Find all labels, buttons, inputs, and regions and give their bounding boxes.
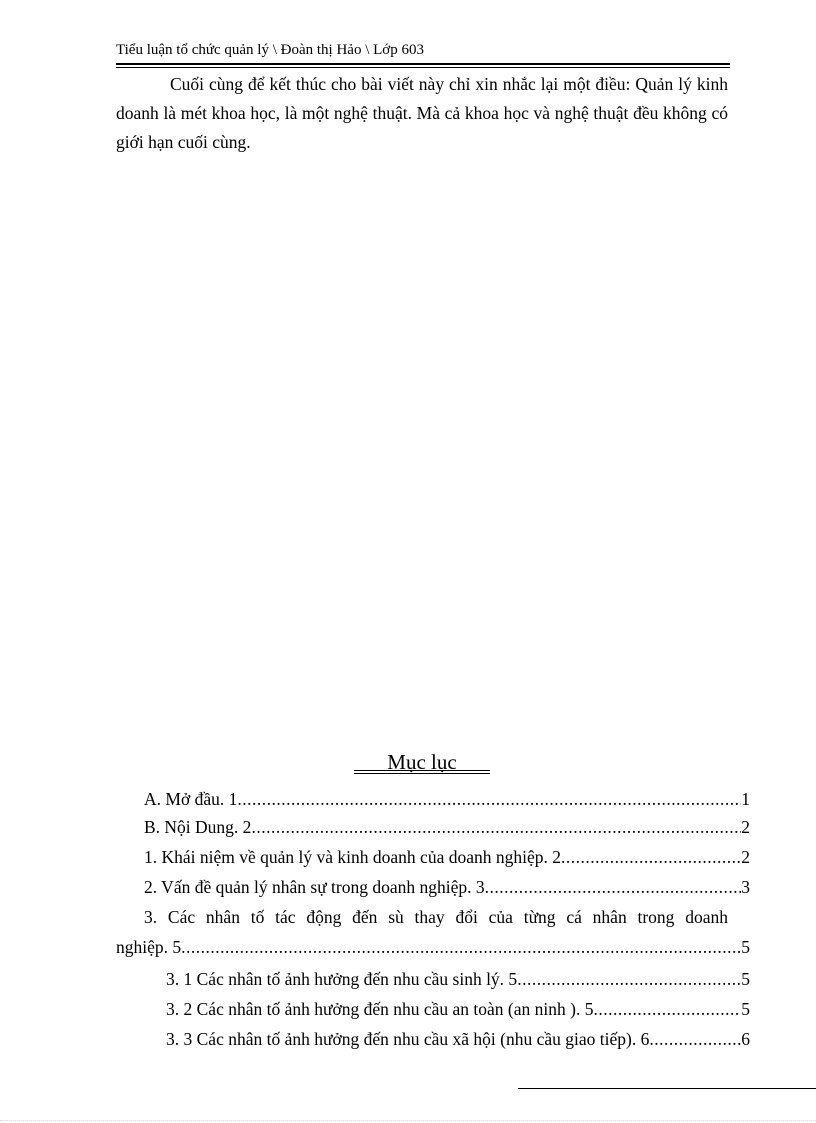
toc-entry-page: 1 [741,789,750,809]
toc-entry[interactable] [144,813,750,841]
toc-leader-dots [517,965,741,993]
toc-entry-label: A. Mở đầu. 1 [144,789,238,809]
running-header: Tiểu luận tổ chức quản lý \ Đoàn thị Hảo \ Lớp 603 [116,42,424,58]
toc-leader-dots [593,995,741,1023]
toc-title-underline-2 [354,773,490,774]
toc-entry-label: 2. Vấn đề quản lý nhân sự trong doanh nghiệp. 3 [144,877,485,897]
toc-entry[interactable] [144,785,750,813]
closing-paragraph: Cuối cùng để kết thúc cho bài viết này chỉ xin nhắc lại một điều: Quản lý kinh doanh là mét khoa học, là một nghệ thuật. Mà cả khoa học và nghệ thuật đều không có giới hạn cuối cùng. [116,74,728,152]
toc-entry-label: 3. 1 Các nhân tố ảnh hưởng đến nhu cầu sinh lý. 5 [166,969,518,989]
toc-entry-page: 6 [741,1029,750,1049]
footnote-separator [518,1088,816,1089]
header-rule-thin [116,67,730,68]
toc-leader-dots [251,813,741,841]
page-edge-dotted-line [0,1120,816,1121]
toc-leader-dots [485,873,742,901]
toc-entry[interactable] [116,933,750,961]
toc-entry-page: 3 [741,877,750,897]
toc-entry-wrapped-line1[interactable]: 3. Các nhân tố tác động đến sù thay đổi của từng cá nhân trong doanh [144,907,728,927]
toc-leader-dots [649,1025,741,1053]
toc-entry[interactable] [166,1025,750,1053]
toc-entry[interactable] [144,873,750,901]
toc-title-underline [354,770,490,771]
toc-leader-dots [181,933,741,961]
toc-entry-page: 2 [741,847,750,867]
toc-entry-page: 5 [741,999,750,1019]
toc-entry-page: 5 [741,969,750,989]
toc-leader-dots [237,785,741,813]
toc-entry-label: 3. 3 Các nhân tố ảnh hưởng đến nhu cầu xã hội (nhu cầu giao tiếp). 6 [166,1029,650,1049]
toc-entry-page: 5 [741,937,750,957]
header-rule-thick [116,63,730,65]
toc-entry[interactable] [144,843,750,871]
toc-entry-label: 1. Khái niệm về quản lý và kinh doanh của doanh nghiệp. 2 [144,847,561,867]
toc-entry-label: B. Nội Dung. 2 [144,817,252,837]
toc-entry[interactable] [166,965,750,993]
toc-leader-dots [561,843,741,871]
toc-entry-label: nghiệp. 5 [116,937,182,957]
toc-entry-page: 2 [741,817,750,837]
toc-entry[interactable] [166,995,750,1023]
toc-entry-label: 3. 2 Các nhân tố ảnh hưởng đến nhu cầu an toàn (an ninh ). 5 [166,999,594,1019]
toc-title: Mục lục [387,750,457,774]
